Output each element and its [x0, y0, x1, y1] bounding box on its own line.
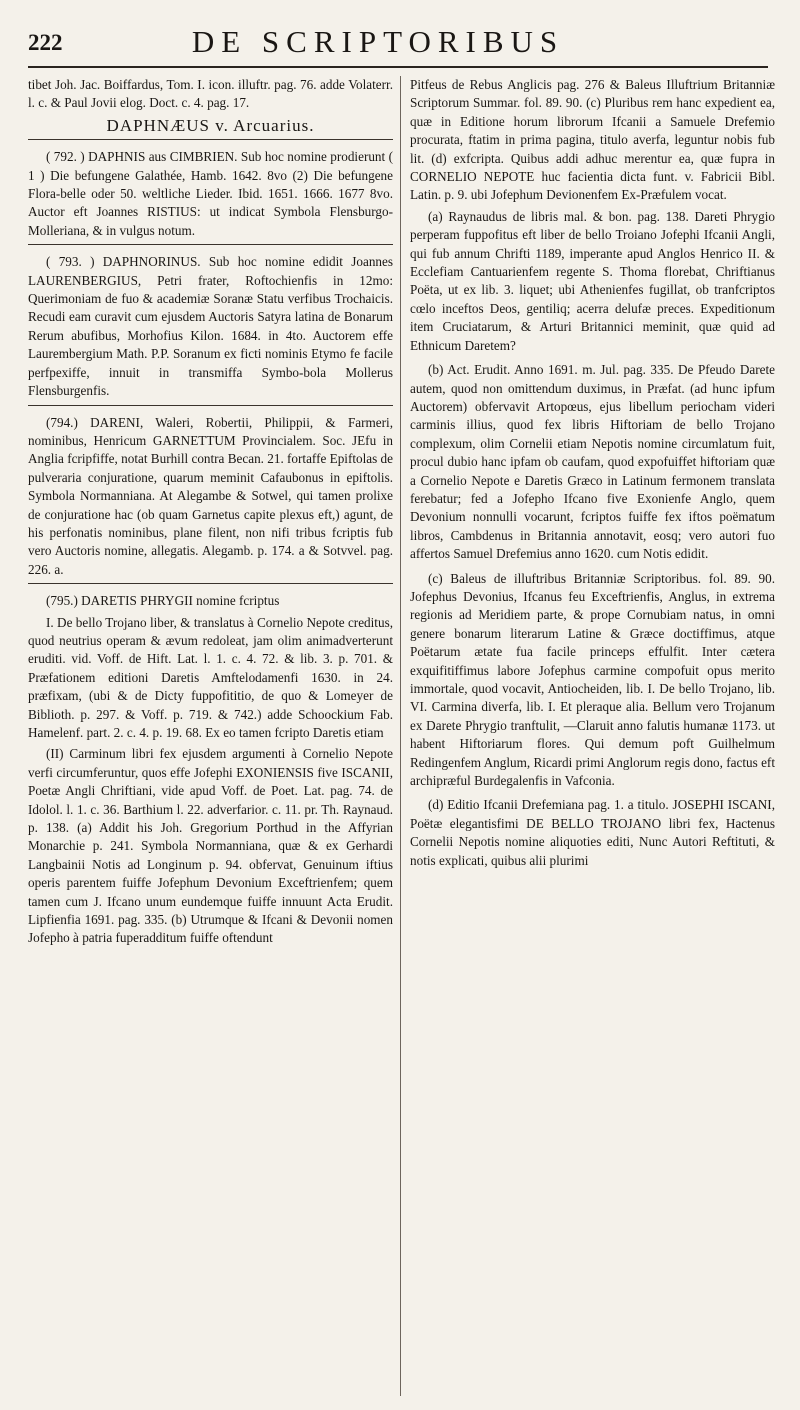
footnote-d: (d) Editio Ifcanii Drefemiana pag. 1. a titulo. JOSEPHI ISCANI, Poëtæ elegantisfimi DE BELLO TROJANO libri fex, Hactenus Cornelii Nepotis nomine aliquoties editi, Nunc Autori Reftituti, & notis explicati, quibus alii plurimi [410, 797, 775, 868]
section-rule [28, 139, 393, 140]
entry-793: ( 793. ) DAPHNORINUS. Sub hoc nomine edidit Joannes LAURENBERGIUS, Petri frater, Roftochienfis in 12mo: Querimoniam de fuo & academiæ Soranæ Statu verfibus Trochaicis. Recudi eam curavit cum ejusdem Auctoris Satyra latina de Bonarum Rerum abufibus, Morhofius Kilon. 1684. in 4to. Auctorem effe Laurembergium Math. P.P. Soranum ex ficti nominis Etymo fe facile perfpexiffe, innuit in transmiffa Symbo-bola Mollerus Flensburgenfis. [28, 254, 393, 399]
footnote-b: (b) Act. Erudit. Anno 1691. m. Jul. pag. 335. De Pfeudo Darete autem, quod non omittendum duximus, in Præfat. (ad hunc ipfum Auctorem) obfervavit Artopœus, ejus libellum periocham videri carminis illius, quod fex libris Hiftoriam de bello Trojano complexum, olim Cornelii etiam Nepotis nomine circumlatum fuit, procul dubio hanc ipfam ob caufam, quod expofuiffet hiftoriam quæ a Cornelio Nepote e Daretis Græco in Latinum fermonem translata ferebatur; fed a Jofepho Ifcano five Exonienfe Anglo, quem Devonium nonnulli vocarunt, fcriptos fuiffe fex iftos poëmatum libros, Cambdenus in Britannia annotavit, eosq; vero autori fuo affertos Samuel Drefemius anno 1620. cum Notis edidit. [410, 362, 775, 562]
header-rule [28, 66, 768, 68]
continuation-paragraph: Pitfeus de Rebus Anglicis pag. 276 & Baleus Illuftrium Britanniæ Scriptorum Summar. fol. 89. 90. (c) Pluribus rem hanc expedient ea, quæ in Editione horum librorum Ifcanii a Samuele Drefemio procurata, ftatim in prima pagina, titulo averfa, leguntur nobis fub lit. (d) exfcripta. Quibus addi adhuc merentur ea, quæ fupra in CORNELIO NEPOTE huc facientia dicta funt. v. Fabricii Bibl. Latin. p. 9. ubi Jofephum Devionenfem Ex-Præfulem vocat. [410, 77, 775, 203]
entry-rule [28, 405, 393, 406]
entry-794: (794.) DARENI, Waleri, Robertii, Philippii, & Farmeri, nominibus, Henricum GARNETTUM Provincialem. Soc. JEfu in Anglia fcripfiffe, notat Burhill contra Becan. 21. fortaffe Epiftolas de pulveraria conjuratione, quarum meminit Cafaubonus in epiftolis. Symbola Normanniana. At Alegambe & Sotwel, qui tamen prolixe de conjuratione hac (ob quam Garnetus capite plexus eft,) agunt, de his perfonatis nominibus, plane filent, non nifi tribus fcriptis fub vero Auctoris nomine, allegatis. Alegamb. p. 174. a & Sotvvel. pag. 226. a. [28, 414, 393, 577]
footnote-a: (a) Raynaudus de libris mal. & bon. pag. 138. Dareti Phrygio perperam fuppofitus eft liber de bello Troiano Jofephi Ifcanii Angli, qui fub annum Chrifti 1189, imperante apud Anglos Henrico II. & Ecclefiam Cantuarienfem regente S. Thoma florebat, Chriftianus Poëta, ut ex lib. 3. liquet; ubi Athenienfes fugillat, ob tranfcriptos cœlo inceftos Deos, gentiliq; acerra delufæ preces. Expeditionum item Cruciatarum, & Arturi Britannici meminit, quæ quid ad Ethnicum Daretem? [410, 208, 775, 353]
footnote-c: (c) Baleus de illuftribus Britanniæ Scriptoribus. fol. 89. 90. Jofephus Devonius, Ifcanus feu Exceftrienfis, Anglus, in extrema regionis ad Meridiem parte, & prope Cornubiam natus, in omni genere bonarum literarum Latine & Græce doctiffimus, atque Poëtarum ætate fua facile princeps effulfit. Inter cætera exquifitiffimus labore Jofephus carmine compofuit opus merito immortale, quod vocavit, Antiocheiden, lib. I. De bello Trojano, lib. VI. Carmina diverfa, lib. I. Et pleraque alia. Bellum vero Trojanum ex Darete Phrygio tranftulit, —Claruit anno falutis humanæ 1173. ut habent Hiftoriarum flores. Qui demum poft Guilhelmum Redingenfem Anglum, Ricardi primi Anglorum regis dono, factus eft archipræful Burdegalenfis in Vafconia. [410, 570, 775, 789]
left-column [28, 76, 393, 1396]
section-heading: DAPHNÆUS v. Arcuarius. [106, 115, 315, 135]
right-column [410, 76, 775, 1396]
entry-795: (795.) DARETIS PHRYGII nomine fcriptus [46, 593, 280, 609]
column-divider [400, 76, 401, 1396]
entry-795-part-ii: (II) Carminum libri fex ejusdem argumenti à Cornelio Nepote verfi circumferuntur, quos effe Jofephi EXONIENSIS five ISCANII, Poetæ Angli Chriftiani, vide apud Voff. de Poet. Lat. pag. 74. de Idolol. l. 1. c. 36. Barthium l. 22. adverfarior. c. 11. pr. Th. Raynaud. p. 138. (a) Addit his Joh. Gregorium Porthud in the Affyrian Monarchie p. 241. Symbola Normanniana, quæ & ex Gerhardi Langbainii Notis ad Longinum p. 94. obfervat, Genuinum iftius operis parentem fuiffe Jofephum Devonium Exceftrienfem; quem tamen cum J. Ifcano unum eundemque fuiffe innuunt Acta Erudit. Lipfienfia 1691. pag. 335. (b) Utrumque & Ifcani & Devonii nomen Jofepho à patria fuperadditum fuiffe oftendunt [28, 746, 393, 946]
entry-rule [28, 583, 393, 584]
entry-rule [28, 244, 393, 245]
page-header [28, 16, 768, 72]
entry-795-part-i: I. De bello Trojano liber, & translatus à Cornelio Nepote creditus, quod neutrius operam & ævum redoleat, jam olim animadverterunt eruditi. vid. Voff. de Hift. Lat. l. 1. c. 4. 72. & lib. 3. p. 701. & Præfationem editioni Daretis Amftelodamenfi 1630. in 24. præfixam, (ubi & de Dicty fuppofititio, de quo & Lomeyer de Biblioth. p. 297. & Voff. p. 719. & 742.) adde Schoockium Fab. Hamelenf. part. 2. c. 4. p. 19. 68. Ex eo tamen fcripto Daretis etiam [28, 614, 393, 740]
entry-792: ( 792. ) DAPHNIS aus CIMBRIEN. Sub hoc nomine prodierunt ( 1 ) Die befungene Galathée, Hamb. 1642. 8vo (2) Die befungene Flora-belle oder 50. weltliche Lieder. Ibid. 1651. 1666. 1677 8vo. Auctor eft Joannes RISTIUS: ut indicat Symbola Flensburgo-Molleriana, & in vulgus notum. [28, 149, 393, 238]
running-title: DE SCRIPTORIBUS [191, 24, 565, 59]
page-number: 222 [28, 30, 63, 55]
intro-paragraph: tibet Joh. Jac. Boiffardus, Tom. I. icon. illuftr. pag. 76. adde Volaterr. l. c. & Paul Jovii elog. Doct. c. 4. pag. 17. [28, 77, 393, 111]
